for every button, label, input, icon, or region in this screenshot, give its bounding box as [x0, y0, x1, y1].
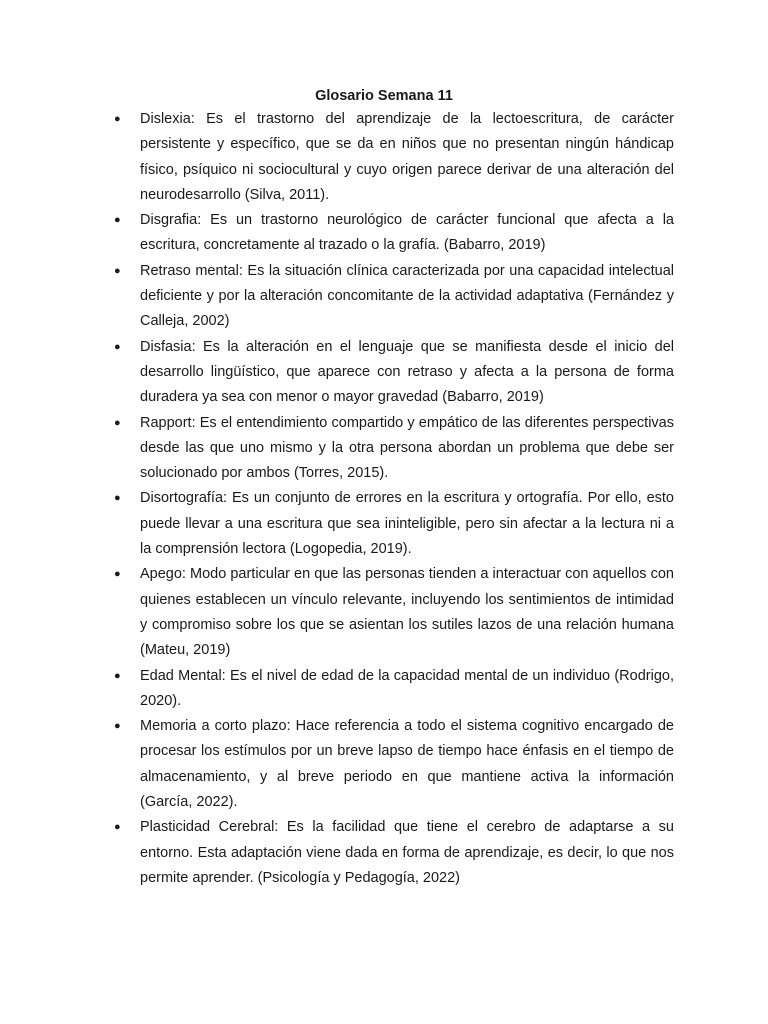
document-title: Glosario Semana 11 — [315, 88, 453, 104]
bullet-icon: ● — [114, 214, 121, 227]
glossary-item-text: Rapport: Es el entendimiento compartido y empático de las diferentes perspectivas desde las que uno mismo y la otra persona abordan un problema que debe ser solucionado por ambos (Torres, 2015). — [140, 414, 674, 482]
glossary-item-text: Disortografía: Es un conjunto de errores en la escritura y ortografía. Por ello, esto puede llevar a una escritura que sea ininteligible, pero sin afectar a la lectura ni a la comprensión lectora (Logopedia, 2019). — [140, 490, 674, 558]
glossary-item — [112, 411, 674, 487]
glossary-item — [112, 259, 674, 335]
glossary-item — [112, 208, 674, 259]
bullet-icon: ● — [114, 416, 121, 429]
bullet-icon: ● — [114, 113, 121, 125]
glossary-item-text: Disgrafia: Es un trastorno neurológico de carácter funcional que afecta a la escritura, concretamente al trazado o la grafía. (Babarro, 2019) — [140, 212, 674, 254]
bullet-icon: ● — [114, 720, 121, 733]
bullet-icon: ● — [114, 340, 121, 353]
glossary-item — [112, 664, 674, 715]
glossary-item — [112, 335, 674, 411]
glossary-item — [112, 107, 674, 208]
glossary-item-text: Edad Mental: Es el nivel de edad de la capacidad mental de un individuo (Rodrigo, 2020). — [140, 667, 674, 709]
glossary-item-text: Retraso mental: Es la situación clínica caracterizada por una capacidad intelectual deficiente y por la alteración concomitante de la actividad adaptativa (Fernández y Calleja, 2002) — [140, 262, 674, 330]
bullet-icon: ● — [114, 568, 121, 581]
glossary-item-text: Disfasia: Es la alteración en el lenguaje que se manifiesta desde el inicio del desarrollo lingüístico, que aparece con retraso y afecta a la persona de forma duradera ya sea con menor o mayor gravedad (Babarro, 2019) — [140, 338, 674, 406]
bullet-icon: ● — [114, 264, 121, 277]
glossary-list — [112, 107, 674, 891]
glossary-item-text: Dislexia: Es el trastorno del aprendizaje de la lectoescritura, de carácter persistente y específico, que se da en niños que no presentan ningún hándicap físico, psíquico ni sociocultural y cuyo origen parece derivar de una alteración del neurodesarrollo (Silva, 2011). — [140, 111, 674, 203]
glossary-item-text: Plasticidad Cerebral: Es la facilidad que tiene el cerebro de adaptarse a su entorno. Esta adaptación viene dada en forma de aprendizaje, es decir, lo que nos permite aprender. (Psicología y Pedagogía, 2022) — [140, 819, 674, 886]
glossary-item — [112, 714, 674, 815]
bullet-icon: ● — [114, 821, 121, 834]
glossary-item — [112, 815, 674, 891]
glossary-item-text: Apego: Modo particular en que las personas tienden a interactuar con aquellos con quienes establecen un vínculo relevante, incluyendo los sentimientos de intimidad y compromiso sobre los que se asientan los sutiles lazos de una relación humana (Mateu, 2019) — [140, 566, 674, 659]
bullet-icon: ● — [114, 492, 121, 505]
glossary-item-text: Memoria a corto plazo: Hace referencia a todo el sistema cognitivo encargado de procesar los estímulos por un breve lapso de tiempo hace énfasis en el tiempo de almacenamiento, y al breve periodo en que mantiene activa la información (García, 2022). — [140, 718, 674, 811]
glossary-item — [112, 562, 674, 663]
bullet-icon: ● — [114, 669, 121, 682]
glossary-item — [112, 486, 674, 562]
